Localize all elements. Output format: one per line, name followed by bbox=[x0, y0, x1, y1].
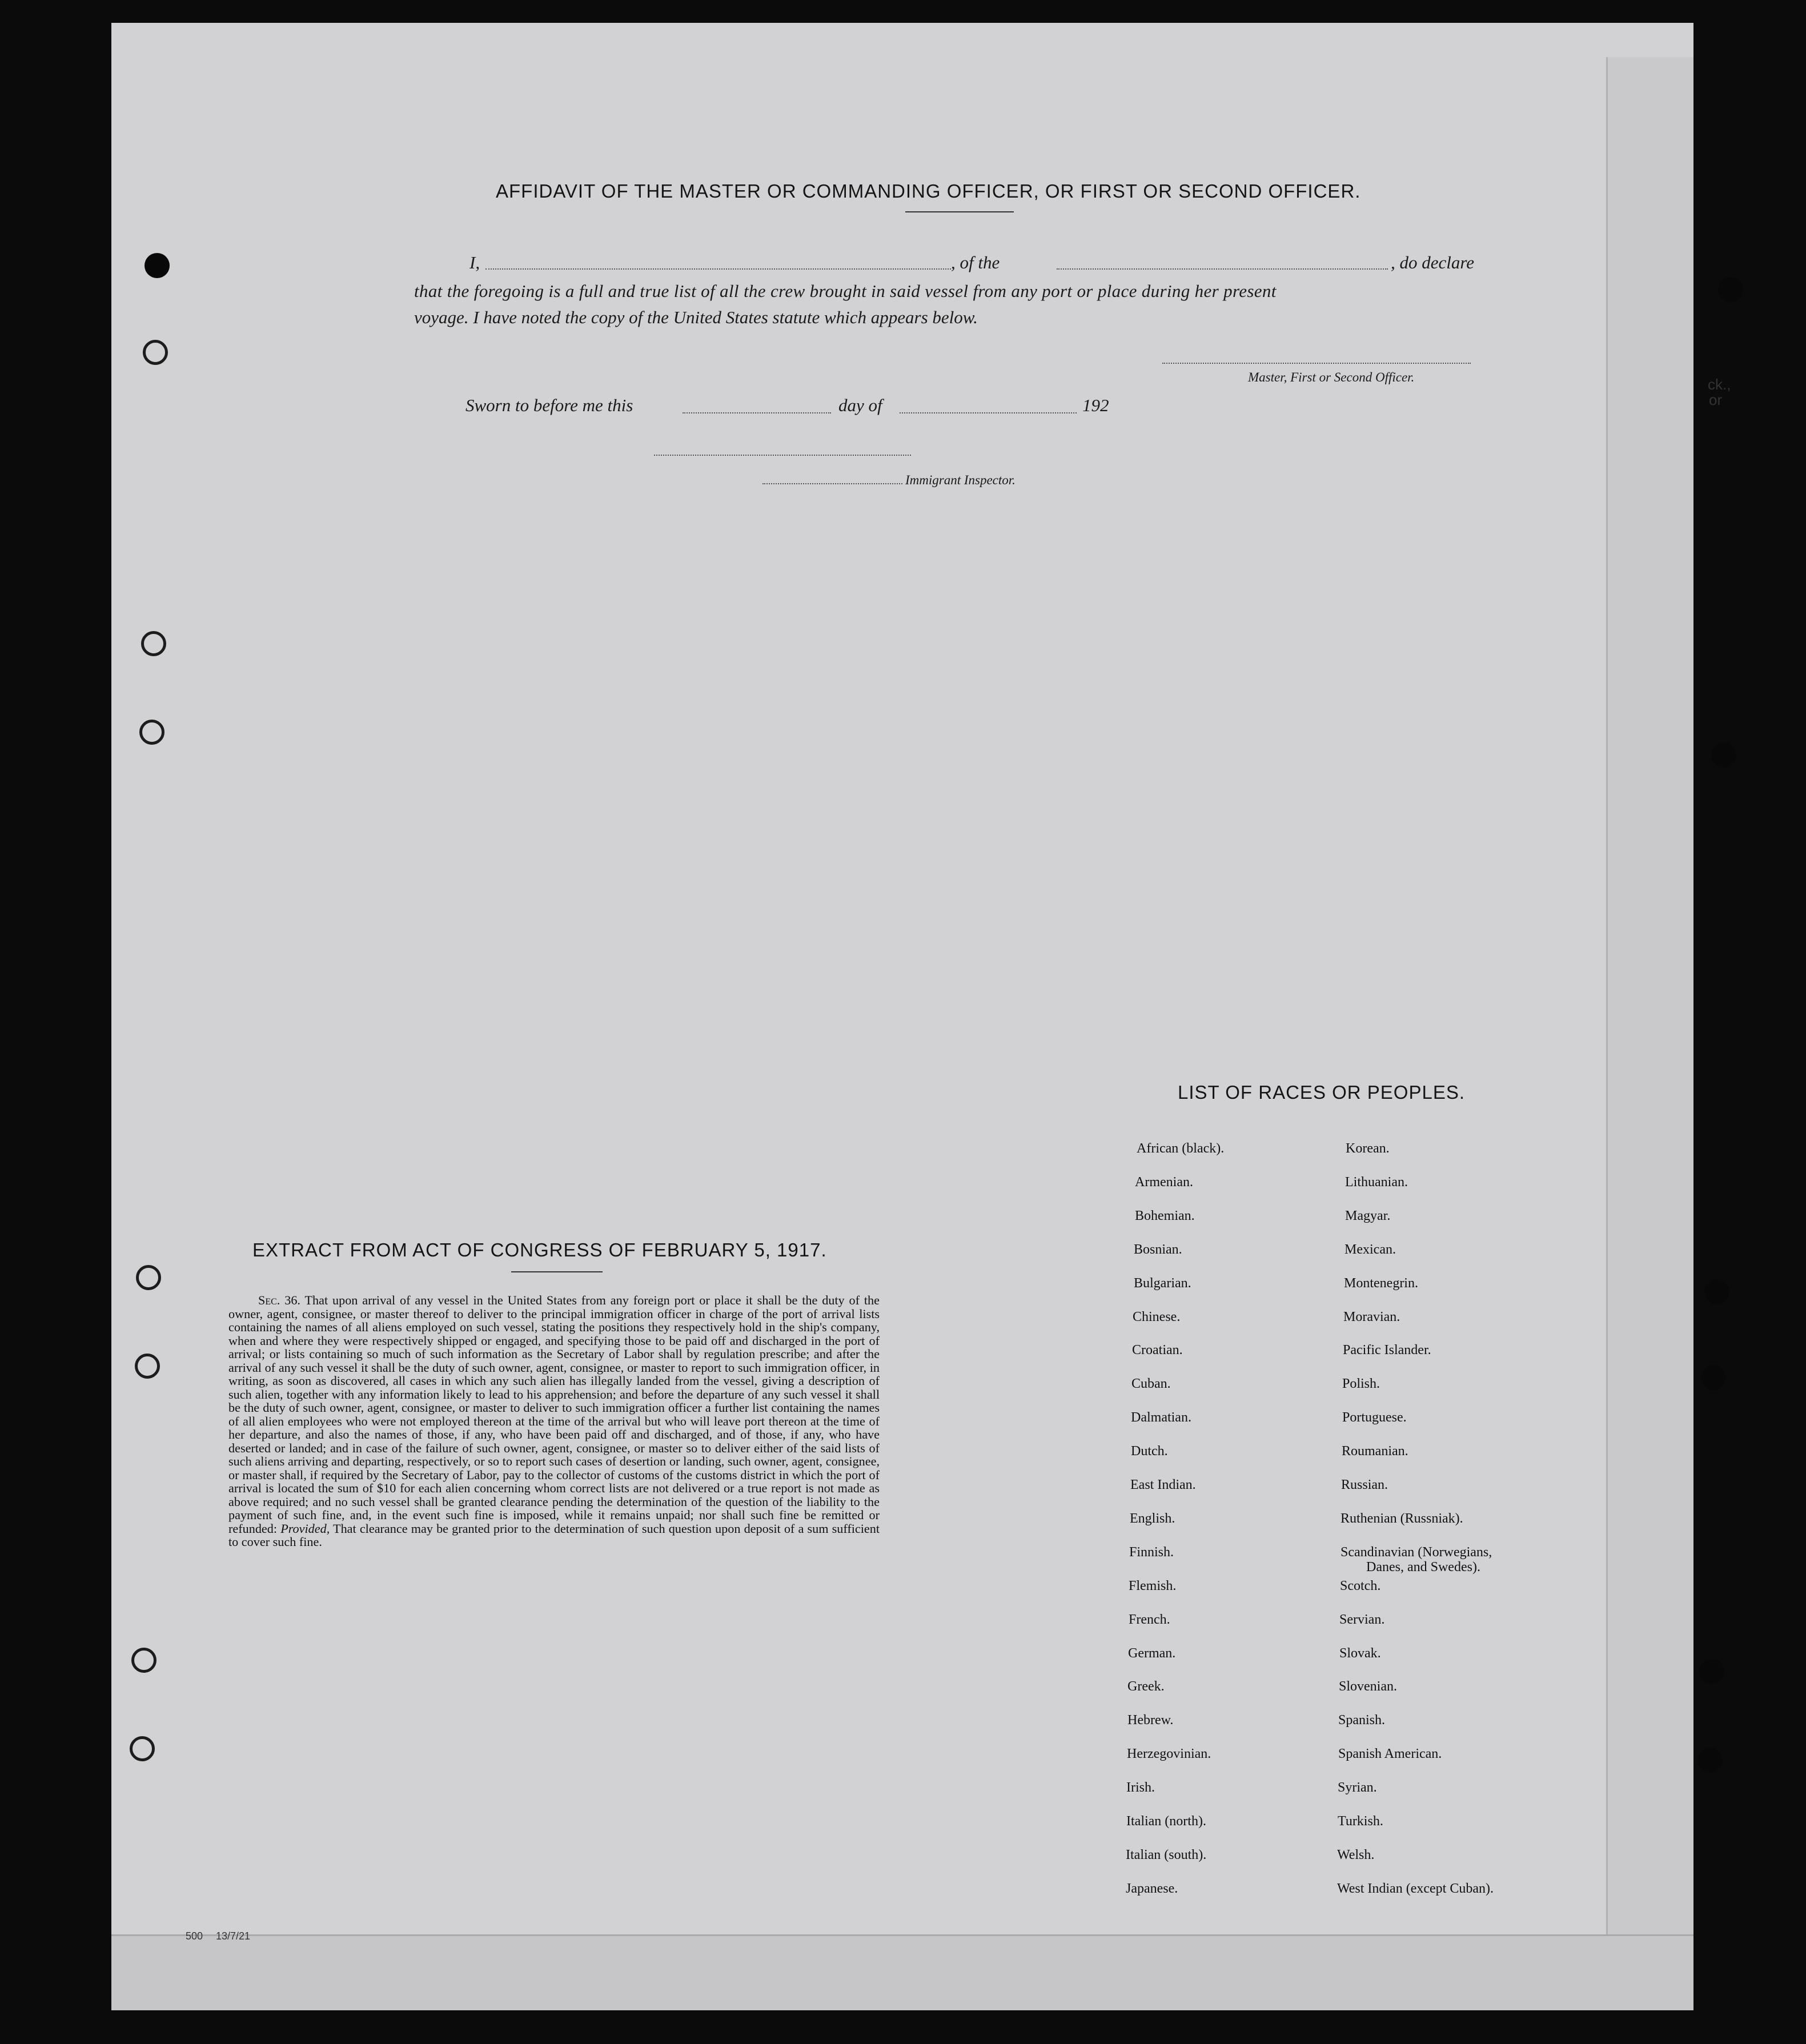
race-item: Hebrew. bbox=[1127, 1713, 1174, 1728]
statute-body: That upon arrival of any vessel in the United States from any foreign port or place it shall be the duty of the owner, agent, consignee, or master thereof to deliver to the principal immigration officer in charge of the port of arrival lists containing the names of all aliens employed on such vessel, stating the positions they respectively hold in the ship's company, when and where they were respectively shipped or engaged, and specifying those to be paid off and discharged in the port of arrival; or lists containing so much of such information as the Secretary of Labor shall by regulation prescribe; and after the arrival of any such vessel it shall be the duty of such owner, agent, consignee, or master to report to such immigration officer, in writing, as soon as discovered, all cases in which any such alien has illegally landed from the vessel, giving a description of such alien, together with any information likely to lead to his apprehension; and before the departure of any such vessel it shall be the duty of such owner, agent, consignee, or master to deliver to such immigration officer a further list containing the names of all alien employees who were not employed thereon at the time of the arrival but who will leave port thereon at the time of her departure, and also the names of those, if any, who have been paid off and discharged, and of those, if any, who have deserted or landed; and in case of the failure of such owner, agent, consignee, or master so to deliver either of the said lists of such aliens arriving and departing, respectively, or so to report such cases of desertion or landing, such owner, agent, consignee, or master shall, if required by the Secretary of Labor, pay to the collector of customs of the customs district in which the port of arrival is located the sum of $10 for each alien concerning whom correct lists are not delivered or a true report is not made as above required; and no such vessel shall be granted clearance pending the determination of the question of the liability to the payment of such fine, and, in the event such fine is imposed, while it remains unpaid; nor shall such fine be remitted or refunded: bbox=[228, 1293, 880, 1536]
race-item: Bosnian. bbox=[1134, 1242, 1182, 1257]
statute-ending: That clearance may be granted prior to the determination of such question upon deposit of a sum sufficient to cover such fine. bbox=[228, 1521, 880, 1549]
race-item: Cuban. bbox=[1131, 1376, 1171, 1392]
race-item: Italian (south). bbox=[1126, 1847, 1207, 1862]
race-item: Turkish. bbox=[1338, 1814, 1383, 1829]
race-item: Portuguese. bbox=[1342, 1410, 1407, 1425]
punch-hole bbox=[1704, 1279, 1729, 1304]
print-date: 13/7/21 bbox=[216, 1930, 251, 1942]
affidavit-of-the: , of the bbox=[951, 252, 1000, 272]
inspector-label: Immigrant Inspector. bbox=[905, 473, 1016, 487]
affidavit-line-2: that the foregoing is a full and true list of all the crew brought in said vessel from any port or place during her present bbox=[414, 281, 1277, 301]
vessel-blank bbox=[1057, 268, 1388, 270]
race-item: East Indian. bbox=[1130, 1477, 1196, 1492]
race-item: Roumanian. bbox=[1342, 1444, 1408, 1459]
race-item: Montenegrin. bbox=[1344, 1275, 1418, 1291]
punch-hole bbox=[143, 340, 168, 365]
race-item: Armenian. bbox=[1135, 1174, 1193, 1190]
sworn-date-blank bbox=[683, 412, 831, 413]
race-item: Chinese. bbox=[1133, 1309, 1181, 1324]
race-item: Scotch. bbox=[1340, 1578, 1381, 1593]
race-item: Bulgarian. bbox=[1134, 1275, 1191, 1291]
race-item: Irish. bbox=[1126, 1780, 1155, 1796]
punch-hole bbox=[1699, 1659, 1724, 1684]
race-item: Servian. bbox=[1339, 1612, 1385, 1627]
race-item: Moravian. bbox=[1343, 1309, 1400, 1324]
torn-bottom-edge bbox=[111, 1934, 1693, 2010]
race-item: Greek. bbox=[1127, 1679, 1165, 1694]
punch-hole bbox=[141, 631, 166, 656]
race-item: Italian (north). bbox=[1126, 1814, 1206, 1829]
inspector-name-blank bbox=[762, 483, 902, 484]
punch-hole bbox=[145, 253, 170, 278]
races-title: LIST OF RACES OR PEOPLES. bbox=[1178, 1082, 1466, 1103]
race-item: Slovak. bbox=[1339, 1645, 1381, 1661]
race-item: Danes, and Swedes). bbox=[1366, 1560, 1480, 1575]
race-item: African (black). bbox=[1137, 1141, 1225, 1156]
year-prefix: 192 bbox=[1082, 395, 1109, 415]
affidavit-title: AFFIDAVIT OF THE MASTER OR COMMANDING OFFICER, OR FIRST OR SECOND OFFICER. bbox=[496, 180, 1361, 202]
overleaf-text: or bbox=[1709, 391, 1723, 408]
race-item: Korean. bbox=[1346, 1141, 1390, 1156]
punch-hole bbox=[130, 1736, 155, 1761]
race-item: French. bbox=[1129, 1612, 1170, 1627]
race-item: Mexican. bbox=[1345, 1242, 1396, 1257]
race-item: Dalmatian. bbox=[1131, 1410, 1191, 1425]
margin-strip bbox=[1606, 57, 1693, 1942]
extract-title-underline bbox=[511, 1271, 603, 1272]
race-item: Russian. bbox=[1341, 1477, 1388, 1492]
inspector-signature-blank bbox=[654, 455, 911, 456]
name-blank bbox=[485, 268, 951, 270]
race-item: Herzegovinian. bbox=[1127, 1746, 1211, 1762]
punch-hole bbox=[1697, 1748, 1723, 1773]
provided-label: Provided, bbox=[280, 1521, 330, 1536]
sworn-text: Sworn to before me this bbox=[465, 395, 633, 415]
affidavit-do-declare: , do declare bbox=[1391, 252, 1475, 272]
section-label: Sec. 36. bbox=[258, 1293, 300, 1307]
race-item: Polish. bbox=[1342, 1376, 1380, 1392]
punch-hole bbox=[1701, 1365, 1726, 1390]
race-item: Scandinavian (Norwegians, bbox=[1341, 1544, 1492, 1560]
race-item: Lithuanian. bbox=[1345, 1174, 1408, 1190]
day-of-text: day of bbox=[838, 395, 882, 415]
race-item: Japanese. bbox=[1126, 1881, 1178, 1896]
race-item: Dutch. bbox=[1131, 1444, 1168, 1459]
race-item: Spanish. bbox=[1338, 1713, 1386, 1728]
punch-hole bbox=[1711, 742, 1736, 768]
affidavit-i: I, bbox=[469, 252, 480, 272]
punch-hole bbox=[136, 1265, 161, 1290]
race-item: Spanish American. bbox=[1338, 1746, 1442, 1762]
race-item: Ruthenian (Russniak). bbox=[1341, 1511, 1463, 1526]
title-underline bbox=[905, 211, 1014, 212]
punch-hole bbox=[139, 720, 164, 745]
race-item: Welsh. bbox=[1337, 1847, 1375, 1862]
extract-title: EXTRACT FROM ACT OF CONGRESS OF FEBRUARY 5, 1917. bbox=[252, 1239, 827, 1260]
punch-hole bbox=[1718, 277, 1743, 302]
race-item: Bohemian. bbox=[1135, 1208, 1195, 1223]
race-item: English. bbox=[1130, 1511, 1175, 1526]
overleaf-text: ck., bbox=[1708, 376, 1731, 393]
punch-hole bbox=[131, 1648, 156, 1673]
race-item: Pacific Islander. bbox=[1343, 1343, 1431, 1358]
signature-label: Master, First or Second Officer. bbox=[1248, 370, 1415, 384]
race-item: Flemish. bbox=[1129, 1578, 1177, 1593]
race-item: Magyar. bbox=[1345, 1208, 1391, 1223]
affidavit-line-3: voyage. I have noted the copy of the United States statute which appears below. bbox=[414, 307, 978, 327]
race-item: Slovenian. bbox=[1339, 1679, 1397, 1694]
form-code: 500 bbox=[186, 1930, 203, 1942]
month-blank bbox=[900, 412, 1077, 413]
race-item: Croatian. bbox=[1132, 1343, 1183, 1358]
race-item: Syrian. bbox=[1338, 1780, 1377, 1796]
race-item: Finnish. bbox=[1129, 1544, 1174, 1560]
race-item: West Indian (except Cuban). bbox=[1337, 1881, 1494, 1896]
signature-blank bbox=[1162, 363, 1471, 364]
race-item: German. bbox=[1128, 1645, 1176, 1661]
punch-hole bbox=[135, 1354, 160, 1379]
statute-text bbox=[228, 1294, 880, 1549]
